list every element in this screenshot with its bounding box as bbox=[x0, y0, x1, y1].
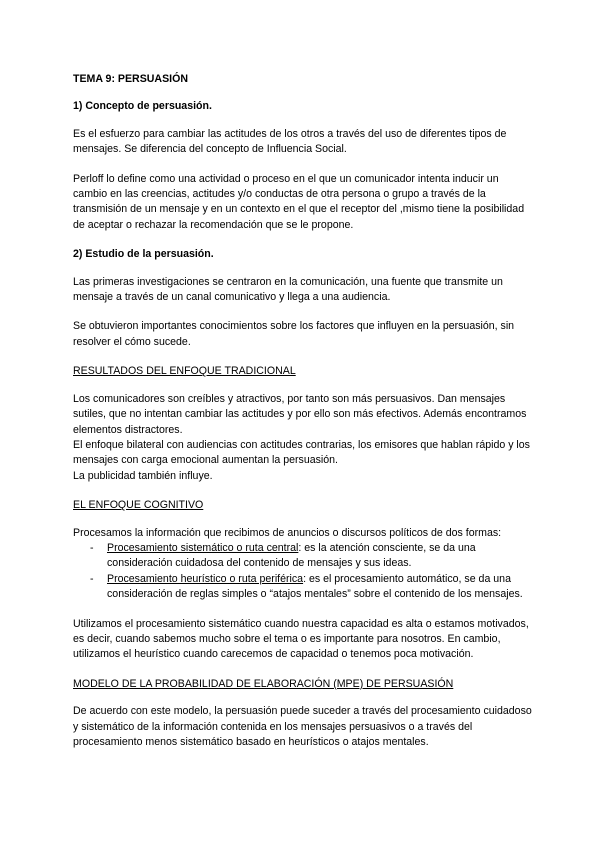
subheading-enfoque-cognitivo: EL ENFOQUE COGNITIVO bbox=[73, 499, 204, 512]
paragraph: Utilizamos el procesamiento sistemático cuando nuestra capacidad es alta o estamos motivados, es decir, cuando sabemos mucho sobre el tema o es importante para nosotros. En cambio, utilizamos el heurístico cuando carecemos de capacidad o tenemos poca motivación. bbox=[73, 617, 529, 661]
list-item-term: Procesamiento heurístico o ruta periférica bbox=[107, 572, 304, 585]
list-item bbox=[73, 541, 533, 572]
subheading-enfoque-tradicional: RESULTADOS DEL ENFOQUE TRADICIONAL bbox=[73, 365, 296, 378]
list-dash: - bbox=[90, 541, 94, 554]
paragraph: Procesamos la información que recibimos de anuncios o discursos políticos de dos formas: bbox=[73, 526, 502, 539]
list-dash: - bbox=[90, 572, 94, 585]
list-item-text: : es la atención consciente, se da una consideración cuidadosa del contenido de mensajes y sus ideas. bbox=[107, 541, 476, 570]
subheading-mpe: MODELO DE LA PROBABILIDAD DE ELABORACIÓN (MPE) DE PERSUASIÓN bbox=[73, 677, 454, 690]
paragraph: El enfoque bilateral con audiencias con actitudes contrarias, los emisores que hablan rápido y los mensajes con carga emocional aumentan la persuasión. bbox=[73, 438, 530, 467]
paragraph: Es el esfuerzo para cambiar las actitudes de los otros a través del uso de diferentes tipos de mensajes. Se diferencia del concepto de Influencia Social. bbox=[73, 127, 507, 156]
paragraph: Las primeras investigaciones se centraron en la comunicación, una fuente que transmite un mensaje a través de un canal comunicativo y llega a una audiencia. bbox=[73, 275, 503, 304]
document-content bbox=[73, 72, 533, 750]
section-heading-concepto: 1) Concepto de persuasión. bbox=[73, 100, 212, 113]
processing-list bbox=[73, 541, 533, 603]
list-item-text: : es el procesamiento automático, se da una consideración de reglas simples o “atajos mentales” sobre el contenido de los mensajes. bbox=[107, 572, 523, 601]
paragraph: La publicidad también influye. bbox=[73, 469, 213, 482]
paragraph: Se obtuvieron importantes conocimientos sobre los factores que influyen en la persuasión, sin resolver el cómo sucede. bbox=[73, 320, 515, 348]
list-item-term: Procesamiento sistemático o ruta central bbox=[107, 541, 299, 554]
section-heading-estudio: 2) Estudio de la persuasión. bbox=[73, 248, 214, 261]
document-title: TEMA 9: PERSUASIÓN bbox=[73, 73, 188, 85]
paragraph: Perloff lo define como una actividad o proceso en el que un comunicador intenta inducir un cambio en las creencias, actitudes y/o conductas de otra persona o grupo a través de la transmisión de un mensaje y en un contexto en el que el receptor del ,mismo tiene la posibilidad de aceptar o rechazar la recomendación que se le propone. bbox=[73, 172, 525, 231]
paragraph: Los comunicadores son creíbles y atractivos, por tanto son más persuasivos. Dan mensajes sutiles, que no intentan cambiar las actitudes y por ello son más efectivos. Además encontramos elementos distractores. bbox=[73, 392, 527, 436]
list-item bbox=[73, 572, 533, 603]
paragraph: De acuerdo con este modelo, la persuasión puede suceder a través del procesamiento cuidadoso y sistemático de la información contenida en los mensajes persuasivos o a través del procesamiento menos sistemático basado en heurísticos o atajos mentales. bbox=[73, 705, 532, 748]
